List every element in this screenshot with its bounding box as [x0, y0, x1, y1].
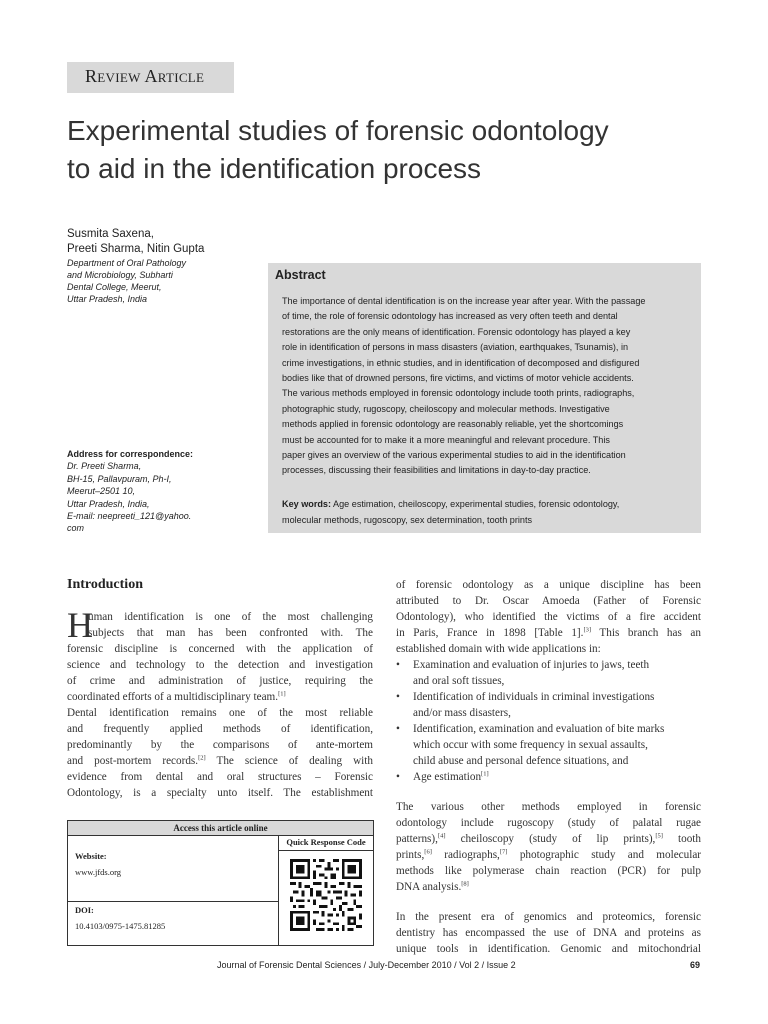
body-text: This branch has an: [599, 627, 701, 639]
body-line: forensic discipline is concerned with the application of: [67, 643, 373, 655]
citation-ref[interactable]: [1]: [481, 770, 489, 778]
abstract-line: methods applied in forensic odontology are reasonably reliable, yet the shortcomings: [282, 419, 624, 430]
list-item-line: Identification of individuals in criminal investigations: [413, 691, 655, 703]
list-item: [396, 721, 701, 769]
list-item: [396, 657, 701, 689]
body-line: science and technology to the detection and investigation: [67, 659, 373, 671]
list-item-line: and oral soft tissues,: [413, 675, 505, 687]
citation-ref[interactable]: [2]: [198, 754, 206, 762]
author-line-2: Preeti Sharma, Nitin Gupta: [67, 243, 205, 255]
application-list: [396, 657, 701, 785]
body-text: Age estimation: [413, 771, 482, 783]
list-item-line: and/or mass disasters,: [413, 707, 511, 719]
body-text: in Paris, France in 1898 [Table 1].: [396, 627, 584, 639]
keywords: [282, 496, 694, 528]
citation-ref[interactable]: [7]: [499, 848, 508, 856]
correspondence-email[interactable]: E-mail: neepreeti_121@yahoo.: [67, 511, 192, 522]
website-link[interactable]: www.jfds.org: [75, 867, 122, 877]
title-line-1: Experimental studies of forensic odontology: [67, 115, 609, 146]
body-text: cheiloscopy (study of lip prints),: [460, 833, 656, 845]
body-line: In the present era of genomics and proteomics, forensic: [396, 911, 701, 923]
correspondence-line: Dr. Preeti Sharma,: [67, 461, 142, 472]
body-line: odontology include rugoscopy (study of palatal rugae: [396, 817, 701, 829]
body-line: established domain with wide applications in:: [396, 643, 601, 655]
body-text: The science of dealing with: [216, 755, 373, 767]
qr-label: Quick Response Code: [278, 835, 374, 851]
abstract-heading: Abstract: [275, 268, 326, 282]
section-heading-introduction: Introduction: [67, 577, 143, 592]
body-line: evidence from dental and oral structures – Forensic: [67, 771, 373, 783]
article-type-text: Review Article: [85, 66, 205, 86]
article-type-label: [67, 62, 234, 93]
abstract-line: role in identification of persons in mass disasters (aviation, earthquakes, Tsunamis), in: [282, 342, 629, 353]
body-text: prints,: [396, 849, 425, 861]
abstract-line: crime investigations, in ethnic studies, and in identification of decomposed and disfigured: [282, 357, 640, 368]
intro-left-column: [67, 605, 373, 801]
bullet-glyph: •: [396, 691, 400, 703]
body-line: unique tools in identification. Genomic and mitochondrial: [396, 943, 701, 955]
body-line: Dental identification remains one of the most reliable: [67, 707, 373, 719]
divider: [68, 901, 278, 902]
body-line-with-ref: [396, 847, 701, 863]
citation-ref[interactable]: [6]: [424, 848, 432, 856]
list-item-line: Identification, examination and evaluation of bite marks: [413, 723, 665, 735]
body-line: of crime and administration of justice, requiring the: [67, 675, 373, 687]
bullet-glyph: •: [396, 771, 400, 783]
citation-ref[interactable]: [5]: [655, 832, 663, 840]
list-item: [396, 689, 701, 721]
body-line: methods like polymerase chain reaction (PCR) for pulp: [396, 865, 701, 877]
drop-cap: H: [67, 605, 93, 645]
body-line: of forensic odontology as a unique discipline has been: [396, 579, 701, 591]
abstract-line: processes, discussing their feasibilities and limitations in day-to-day practice.: [282, 465, 591, 476]
access-article-box: [67, 820, 374, 946]
body-line-with-ref: [67, 753, 373, 769]
body-line-with-ref: [396, 625, 701, 641]
body-line: subjects that man has been confronted with. The: [88, 627, 373, 639]
access-heading: Access this article online: [68, 821, 373, 836]
body-text: DNA analysis.: [396, 881, 462, 893]
abstract-line: bodies like that of drowned persons, fire victims, and victims of motor vehicle accidents.: [282, 373, 634, 384]
citation-ref[interactable]: [3]: [583, 626, 592, 634]
affiliation-line: Dental College, Meerut,: [67, 282, 162, 292]
body-line: dentistry has encompassed the use of DNA and proteins as: [396, 927, 701, 939]
body-line: predominantly by the comparisons of ante-mortem: [67, 739, 373, 751]
abstract-line: must be accounted for to make it a more meaningful and relevant procedure. This: [282, 434, 610, 445]
body-text: radiographs,: [444, 849, 500, 861]
body-line-with-ref: [396, 831, 701, 847]
body-line: Odontology, is a specialty unto itself. The establishment: [67, 787, 373, 799]
list-item-line: which occur with some frequency in sexual assaults,: [413, 739, 648, 751]
affiliation: [67, 257, 186, 305]
list-item-line: Examination and evaluation of injuries to jaws, teeth: [413, 659, 650, 671]
body-text: photographic study and molecular: [519, 849, 702, 861]
journal-citation: Journal of Forensic Dental Sciences / July-December 2010 / Vol 2 / Issue 2: [217, 960, 516, 970]
abstract-line: photographic study, rugoscopy, cheiloscopy and molecular methods. Investigative: [282, 403, 610, 414]
correspondence-line: Uttar Pradesh, India,: [67, 498, 150, 509]
paper-title: [67, 112, 717, 188]
body-line: attributed to Dr. Oscar Amoeda (Father of Forensic: [396, 595, 701, 607]
bullet-glyph: •: [396, 659, 400, 671]
list-item: [396, 769, 701, 785]
abstract-line: The importance of dental identification is on the increase year after year. With the passage: [282, 296, 646, 306]
affiliation-line: Department of Oral Pathology: [67, 258, 187, 268]
affiliation-line: and Microbiology, Subharti: [67, 270, 173, 280]
abstract-line: paper gives an overview of the various experimental studies to aid in the identification: [282, 450, 626, 461]
affiliation-line: Uttar Pradesh, India: [67, 294, 148, 304]
abstract-box: [268, 263, 701, 533]
correspondence-email-cont[interactable]: com: [67, 523, 85, 534]
keywords-line-2: molecular methods, rugoscopy, sex determination, tooth prints: [282, 515, 533, 525]
body-text: and post-mortem records.: [67, 755, 199, 767]
body-text: coordinated efforts of a multidisciplinary team.: [67, 691, 279, 703]
divider: [278, 835, 279, 946]
body-line: uman identification is one of the most challenging: [88, 611, 373, 623]
abstract-line: of time, the role of forensic odontology has increased as very often teeth and dental: [282, 311, 618, 322]
intro-right-column: [396, 577, 701, 957]
body-line: The various other methods employed in forensic: [396, 801, 701, 813]
body-text: patterns),: [396, 833, 438, 845]
abstract-line: restorations are the only means of identification. Forensic odontology has played a key: [282, 326, 631, 337]
body-line-with-ref: [396, 879, 701, 895]
body-text: tooth: [678, 833, 702, 845]
website-label: Website:: [75, 851, 107, 861]
body-line: Odontology), who identified the victims of a fire accident: [396, 611, 701, 623]
author-list: [67, 227, 204, 257]
keywords-line-1: Age estimation, cheiloscopy, experimental studies, forensic odontology,: [331, 499, 620, 509]
body-line-with-ref: [67, 689, 373, 705]
correspondence-block: [67, 448, 193, 535]
abstract-body: [282, 294, 694, 479]
list-item-line: [413, 769, 701, 785]
doi-link[interactable]: 10.4103/0975-1475.81285: [75, 921, 166, 931]
citation-ref[interactable]: [8]: [461, 880, 469, 888]
doi-label: DOI:: [75, 905, 94, 915]
qr-code-image[interactable]: [290, 859, 362, 931]
correspondence-line: Meerut–2501 10,: [67, 486, 136, 497]
bullet-glyph: •: [396, 723, 400, 735]
abstract-line: The various methods employed in forensic odontology include tooth prints, radiographs,: [282, 388, 635, 399]
title-line-2: to aid in the identification process: [67, 153, 482, 184]
correspondence-heading: Address for correspondence:: [67, 449, 194, 459]
body-line: and frequently applied methods of identification,: [67, 723, 373, 735]
list-item-line: child abuse and personal defence situations, and: [413, 755, 629, 767]
keywords-label: Key words:: [282, 499, 332, 509]
correspondence-line: BH-15, Pallavpuram, Ph-I,: [67, 473, 172, 484]
citation-ref[interactable]: [1]: [278, 690, 286, 698]
page-number: 69: [690, 960, 701, 970]
citation-ref[interactable]: [4]: [437, 832, 446, 840]
author-line-1: Susmita Saxena,: [67, 228, 154, 240]
